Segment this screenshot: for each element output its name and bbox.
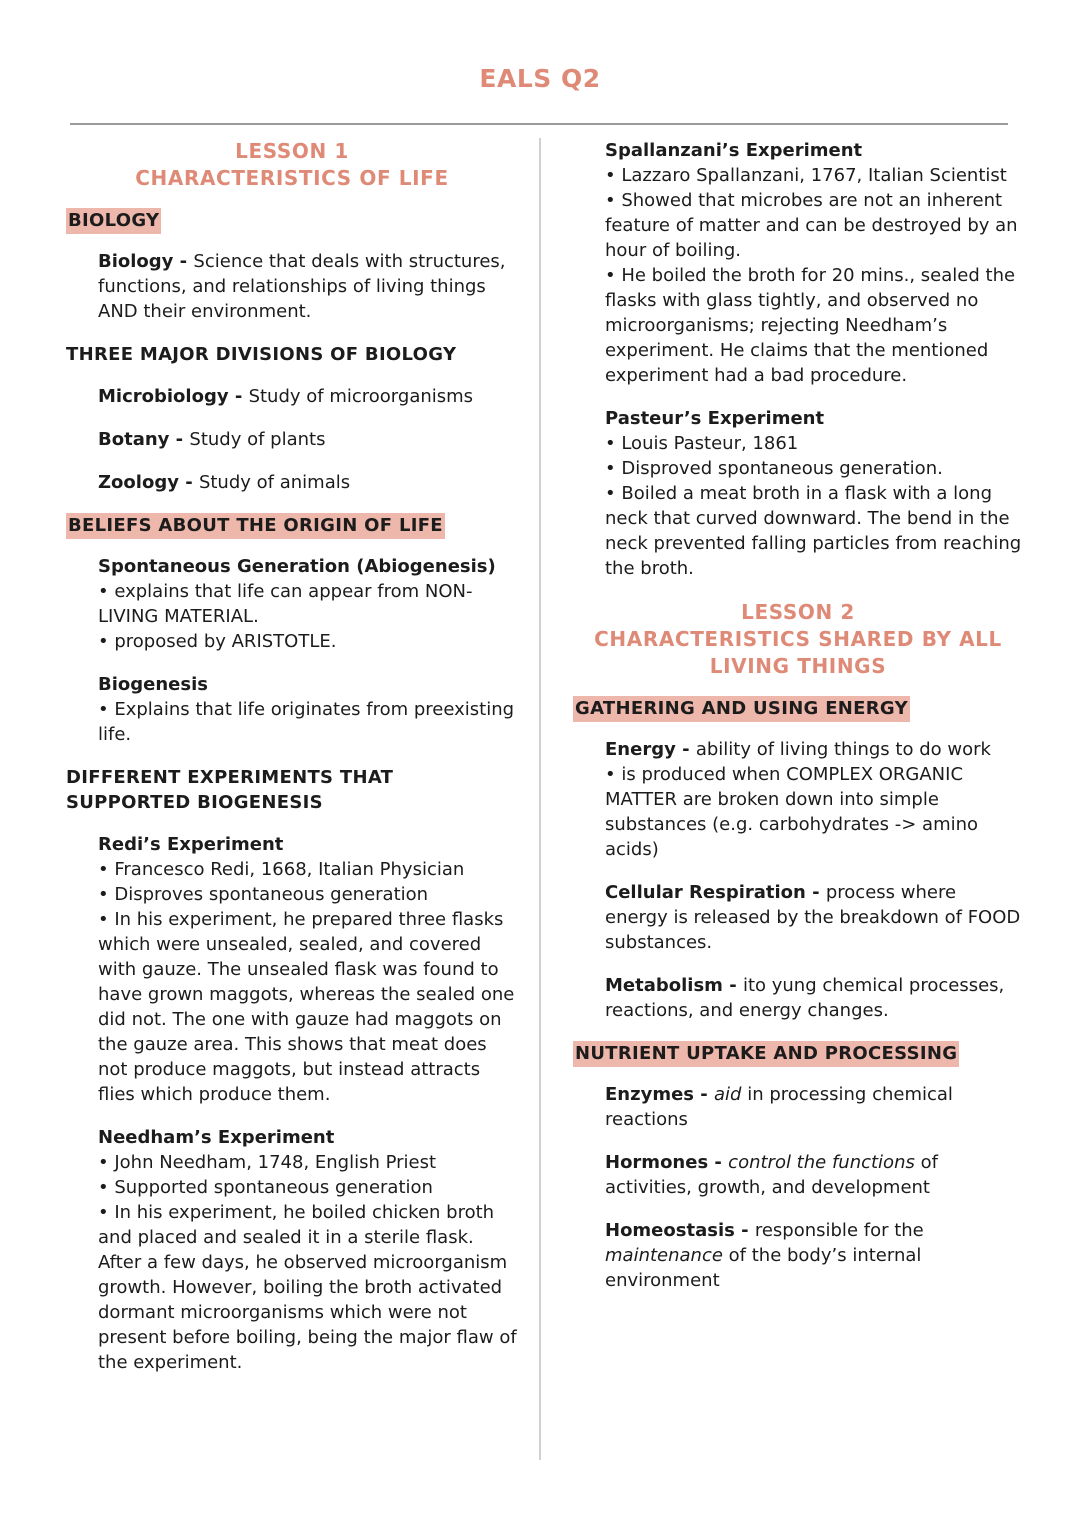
lesson-1-title: CHARACTERISTICS OF LIFE xyxy=(135,166,449,190)
spallanzani-bullet-2: • Showed that microbes are not an inherent feature of matter and can be destroyed by an hour of boiling. xyxy=(605,190,1018,261)
pasteur-bullet-1: • Louis Pasteur, 1861 xyxy=(605,433,799,454)
biology-term: Biology - xyxy=(98,251,194,272)
lesson-2-heading xyxy=(573,599,1023,680)
title-divider xyxy=(70,123,1008,125)
cellular-respiration-text: process where energy is released by the breakdown of FOOD substances. xyxy=(605,882,1021,953)
spontaneous-bullet-2: • proposed by ARISTOTLE. xyxy=(98,631,337,652)
metabolism-item xyxy=(573,973,1023,1023)
energy-item xyxy=(573,737,1023,862)
needham-title: Needham’s Experiment xyxy=(98,1127,335,1148)
pasteur-experiment xyxy=(573,406,1023,581)
spallanzani-experiment xyxy=(573,138,1023,388)
spontaneous-generation xyxy=(66,554,518,654)
enzymes-emphasis: aid xyxy=(714,1084,742,1105)
energy-text: ability of living things to do work xyxy=(695,739,991,760)
redi-experiment xyxy=(66,832,518,1107)
needham-bullet-1: • John Needham, 1748, English Priest xyxy=(98,1152,437,1173)
energy-header: GATHERING AND USING ENERGY xyxy=(573,696,910,722)
biogenesis-bullet-1: • Explains that life originates from preexisting life. xyxy=(98,699,515,745)
cellular-respiration-item xyxy=(573,880,1023,955)
microbiology-item xyxy=(66,384,518,409)
metabolism-term: Metabolism - xyxy=(605,975,743,996)
redi-bullet-2: • Disproves spontaneous generation xyxy=(98,884,429,905)
right-column xyxy=(573,138,1023,1311)
spontaneous-bullet-1: • explains that life can appear from NON-LIVING MATERIAL. xyxy=(98,581,473,627)
left-column xyxy=(66,138,518,1393)
lesson-1-heading xyxy=(66,138,518,192)
hormones-term: Hormones - xyxy=(605,1152,729,1173)
page-title: EALS Q2 xyxy=(479,64,601,93)
zoology-text: Study of animals xyxy=(198,472,351,493)
energy-term: Energy - xyxy=(605,739,696,760)
botany-term: Botany - xyxy=(98,429,190,450)
microbiology-term: Microbiology - xyxy=(98,386,249,407)
lesson-2-title-line-1: CHARACTERISTICS SHARED BY ALL xyxy=(594,627,1002,651)
microbiology-text: Study of microorganisms xyxy=(248,386,474,407)
hormones-emphasis: control the functions xyxy=(728,1152,915,1173)
biogenesis xyxy=(66,672,518,747)
biology-header: BIOLOGY xyxy=(66,208,161,234)
biogenesis-title: Biogenesis xyxy=(98,674,208,695)
pasteur-bullet-2: • Disproved spontaneous generation. xyxy=(605,458,943,479)
pasteur-title: Pasteur’s Experiment xyxy=(605,408,825,429)
enzymes-item xyxy=(573,1082,1023,1132)
homeostasis-emphasis: maintenance xyxy=(605,1245,723,1266)
redi-title: Redi’s Experiment xyxy=(98,834,284,855)
homeostasis-item xyxy=(573,1218,1023,1293)
beliefs-header: BELIEFS ABOUT THE ORIGIN OF LIFE xyxy=(66,513,445,539)
homeostasis-text-2: of the body’s internal environment xyxy=(605,1245,922,1291)
spallanzani-bullet-1: • Lazzaro Spallanzani, 1767, Italian Scientist xyxy=(605,165,1007,186)
redi-bullet-1: • Francesco Redi, 1668, Italian Physician xyxy=(98,859,465,880)
homeostasis-text-1: responsible for the xyxy=(754,1220,924,1241)
redi-bullet-3: • In his experiment, he prepared three flasks which were unsealed, sealed, and covered with gauze. The unsealed flask was found to have grown maggots, whereas the sealed one did not. The one with gauze had maggots on the gauze area. This shows that meat does not produce maggots, but instead attracts flies which produce them. xyxy=(98,909,515,1105)
nutrient-header: NUTRIENT UPTAKE AND PROCESSING xyxy=(573,1041,959,1067)
spallanzani-title: Spallanzani’s Experiment xyxy=(605,140,863,161)
divisions-header: THREE MAJOR DIVISIONS OF BIOLOGY xyxy=(66,344,457,365)
hormones-text: of activities, growth, and development xyxy=(605,1152,938,1198)
biology-text: Science that deals with structures, functions, and relationships of living things AND their environment. xyxy=(98,251,506,322)
metabolism-text: ito yung chemical processes, reactions, and energy changes. xyxy=(605,975,1005,1021)
spallanzani-bullet-3: • He boiled the broth for 20 mins., sealed the flasks with glass tightly, and observed no microorganisms; rejecting Needham’s experiment. He claims that the mentioned experiment had a bad procedure. xyxy=(605,265,1016,386)
lesson-2-number: LESSON 2 xyxy=(741,600,855,624)
experiments-header: DIFFERENT EXPERIMENTS THAT SUPPORTED BIOGENESIS xyxy=(66,767,394,813)
cellular-respiration-term: Cellular Respiration - xyxy=(605,882,826,903)
enzymes-text: in processing chemical reactions xyxy=(605,1084,953,1130)
zoology-term: Zoology - xyxy=(98,472,199,493)
homeostasis-term: Homeostasis - xyxy=(605,1220,755,1241)
needham-bullet-2: • Supported spontaneous generation xyxy=(98,1177,433,1198)
biology-definition xyxy=(66,249,518,324)
column-divider xyxy=(539,138,541,1460)
botany-text: Study of plants xyxy=(189,429,326,450)
needham-experiment xyxy=(66,1125,518,1375)
needham-bullet-3: • In his experiment, he boiled chicken broth and placed and sealed it in a sterile flask. After a few days, he observed microorganism growth. However, boiling the broth activated dormant microorganisms which were not present before boiling, being the major flaw of the experiment. xyxy=(98,1202,517,1373)
lesson-2-title-line-2: LIVING THINGS xyxy=(709,654,887,678)
lesson-1-number: LESSON 1 xyxy=(235,139,349,163)
energy-bullet-1: • is produced when COMPLEX ORGANIC MATTER are broken down into simple substances (e.g. carbohydrates -> amino acids) xyxy=(605,764,979,860)
zoology-item xyxy=(66,470,518,495)
hormones-item xyxy=(573,1150,1023,1200)
enzymes-term: Enzymes - xyxy=(605,1084,715,1105)
spontaneous-title: Spontaneous Generation (Abiogenesis) xyxy=(98,556,496,577)
pasteur-bullet-3: • Boiled a meat broth in a flask with a long neck that curved downward. The bend in the neck prevented falling particles from reaching the broth. xyxy=(605,483,1022,579)
botany-item xyxy=(66,427,518,452)
